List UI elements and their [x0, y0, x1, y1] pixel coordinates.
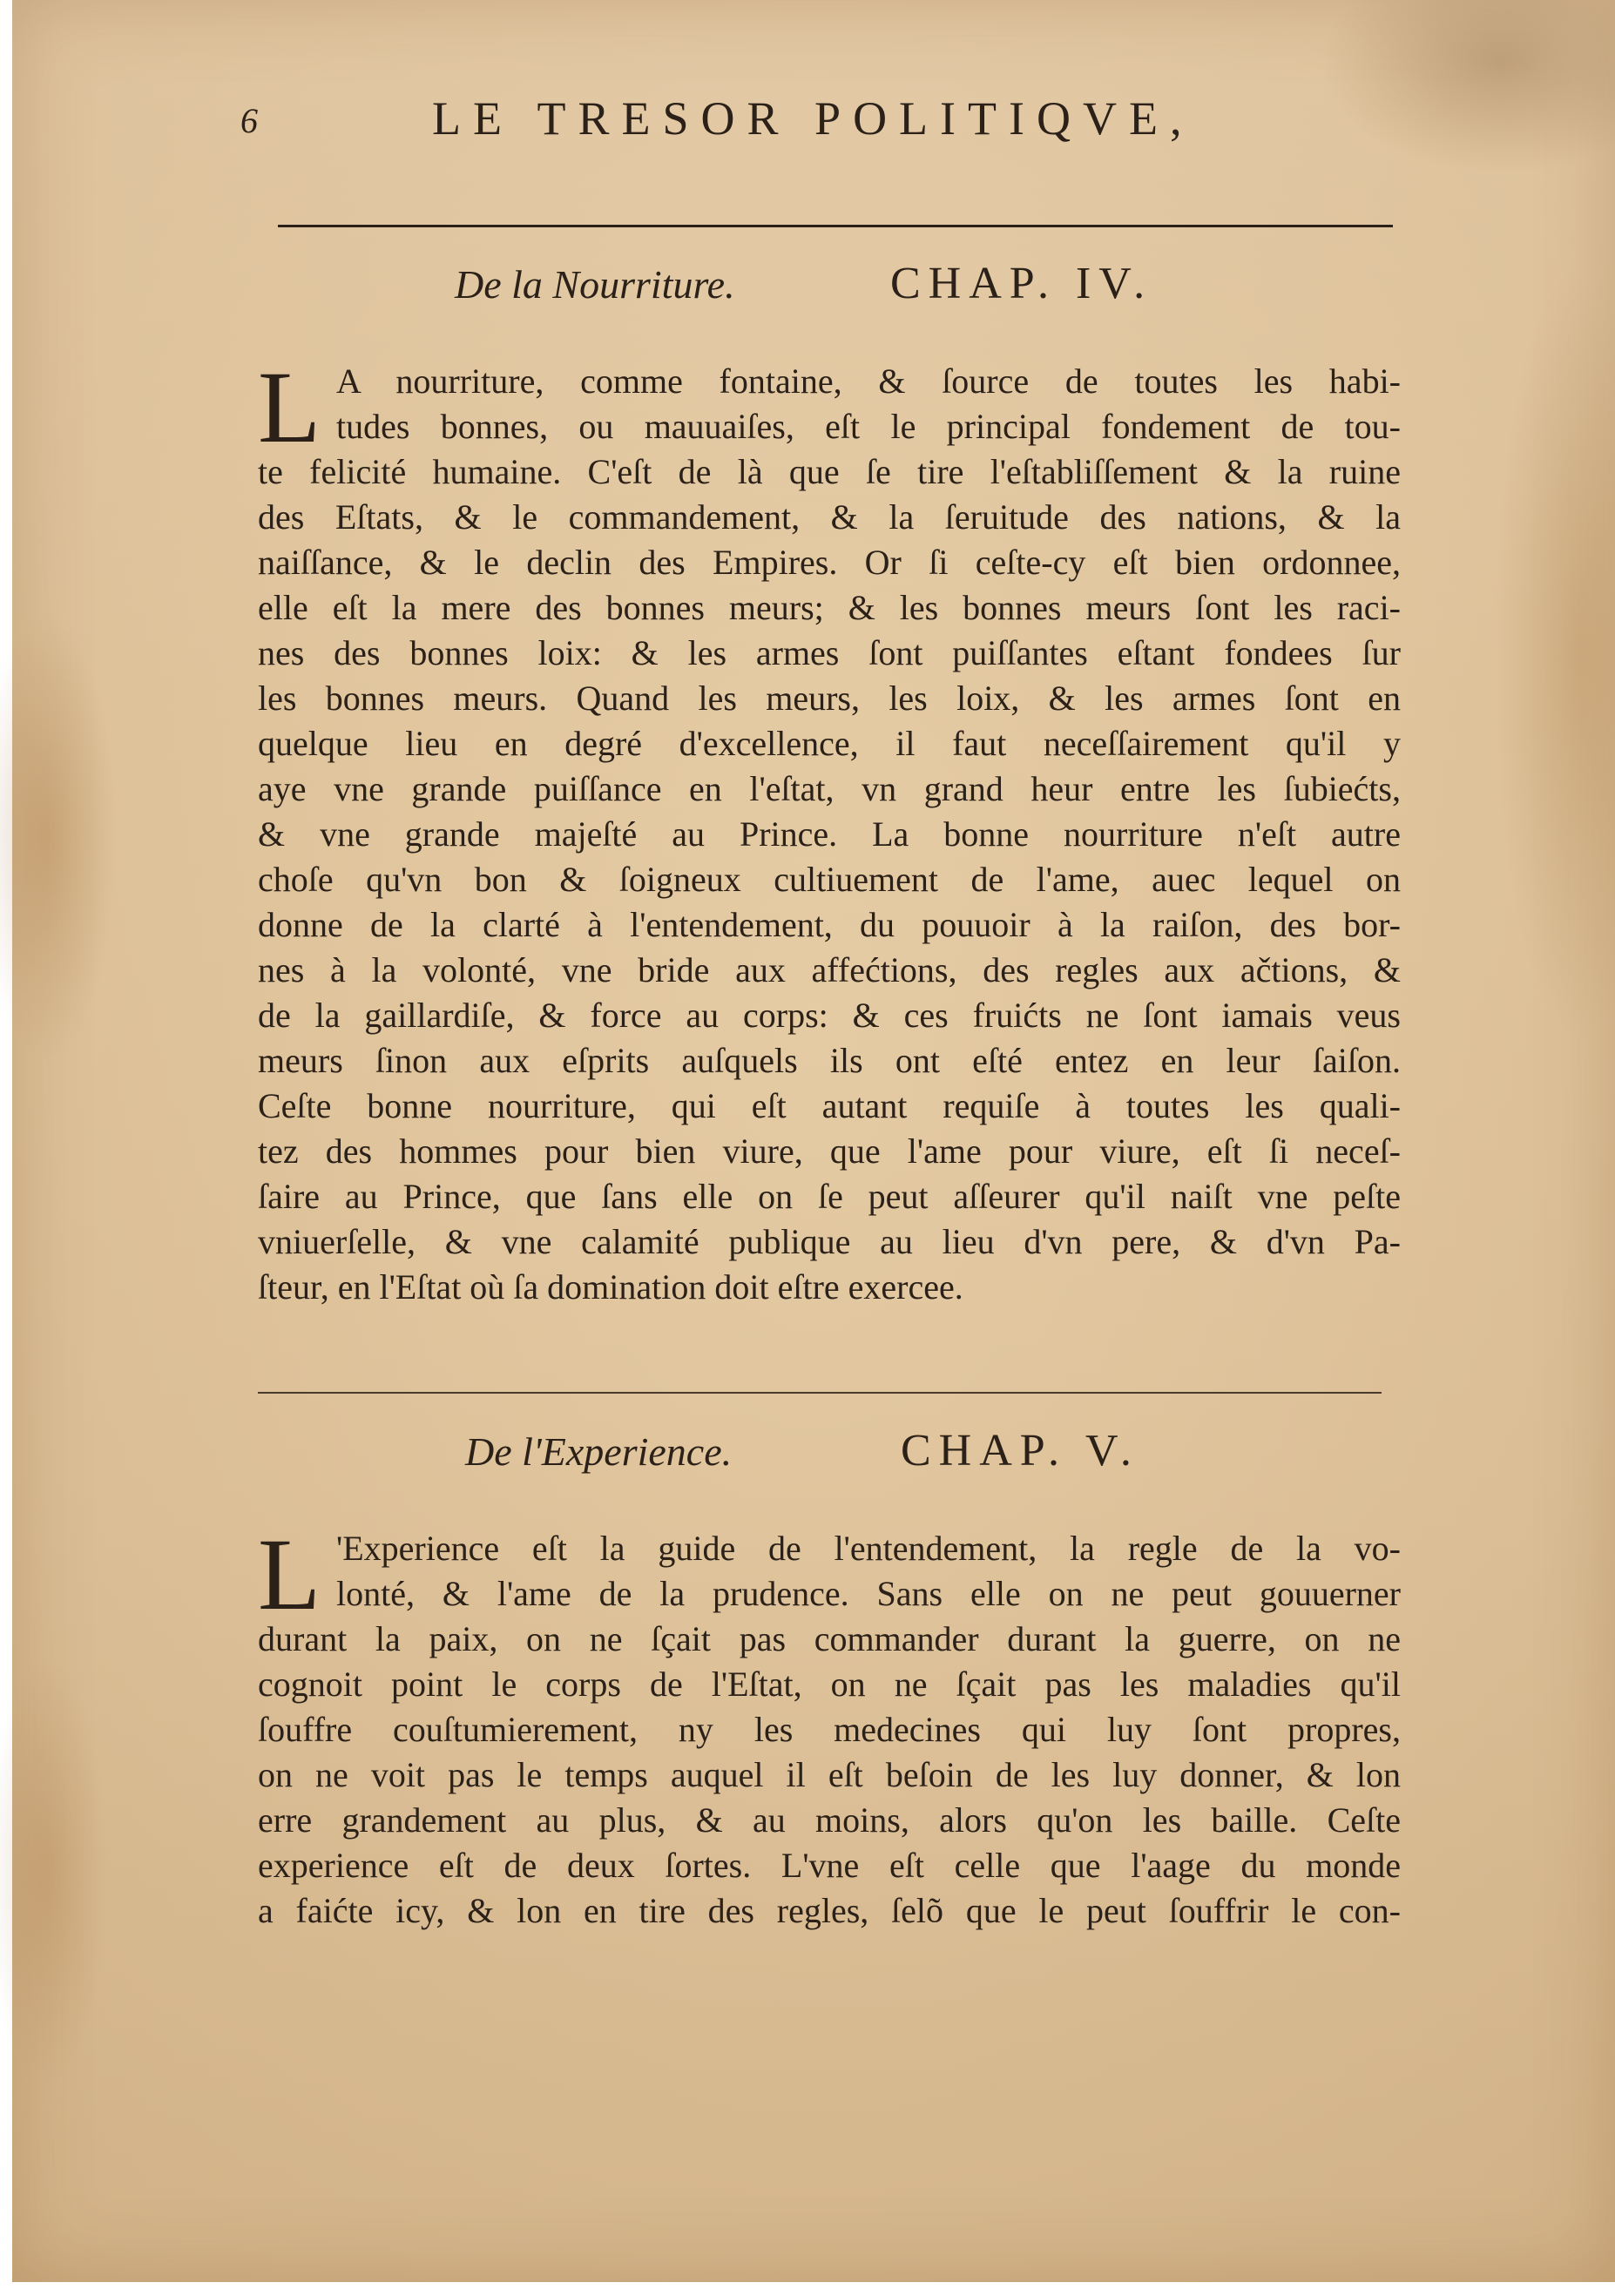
- text-line: quelque lieu en degré d'excellence, il faut neceſſairement qu'il y: [258, 724, 1401, 763]
- text-line: lonté, & l'ame de la prudence. Sans elle on ne peut gouuerner: [336, 1574, 1401, 1613]
- text-line: 'Experience eſt la guide de l'entendement, la regle de la vo-: [336, 1529, 1401, 1568]
- text-line: aye vne grande puiſſance en l'eſtat, vn grand heur entre les ſubiećts,: [258, 769, 1401, 808]
- page-number: 6: [240, 101, 258, 140]
- book-page: [12, 0, 1615, 2282]
- text-line: a faićte icy, & lon en tire des regles, ſelõ que le peut ſouffrir le con-: [258, 1891, 1401, 1930]
- chapter-heading: [455, 261, 1239, 314]
- text-line: ſouffre couſtumierement, ny les medecines qui luy ſont propres,: [258, 1710, 1401, 1749]
- paper-stain: [1493, 261, 1615, 1045]
- chapter-label: CHAP. V.: [901, 1426, 1139, 1476]
- chapter-heading: [465, 1428, 1249, 1481]
- text-line: te felicité humaine. C'eſt de là que ſe tire l'eſtabliſſement & la ruine: [258, 452, 1401, 491]
- text-line: donne de la clarté à l'entendement, du pouuoir à la raiſon, des bor-: [258, 905, 1401, 944]
- text-line: les bonnes meurs. Quand les meurs, les loix, & les armes ſont en: [258, 679, 1401, 718]
- text-line: choſe qu'vn bon & ſoigneux cultiuement de l'ame, auec lequel on: [258, 860, 1401, 899]
- text-line: on ne voit pas le temps auquel il eſt beſoin de les luy donner, & lon: [258, 1755, 1401, 1794]
- text-line: naiſſance, & le declin des Empires. Or ſi ceſte-cy eſt bien ordonnee,: [258, 543, 1401, 582]
- text-line: meurs ſinon aux eſprits auſquels ils ont eſté entez en leur ſaiſon.: [258, 1041, 1401, 1080]
- drop-cap: L: [258, 1517, 321, 1631]
- text-line: nes à la volonté, vne bride aux affećtions, des regles aux ačtions, &: [258, 950, 1401, 989]
- section-divider: [258, 1392, 1382, 1394]
- paper-stain: [0, 1655, 108, 2090]
- header-rule: [278, 225, 1393, 227]
- chapter-body: [258, 350, 1401, 1310]
- text-line: ſaire au Prince, que ſans elle on ſe peut aſſeurer qu'il naiſt vne peſte: [258, 1177, 1401, 1216]
- text-line: vniuerſelle, & vne calamité publique au lieu d'vn pere, & d'vn Pa-: [258, 1222, 1401, 1261]
- text-line: elle eſt la mere des bonnes meurs; & les bonnes meurs ſont les raci-: [258, 588, 1401, 627]
- chapter-title: De la Nourriture.: [455, 262, 735, 307]
- chapter-label: CHAP. IV.: [890, 259, 1153, 308]
- text-line: A nourriture, comme fontaine, & ſource de toutes les habi-: [336, 361, 1401, 401]
- paper-stain: [1319, 0, 1615, 174]
- text-line: durant la paix, on ne ſçait pas commander durant la guerre, on ne: [258, 1619, 1401, 1658]
- running-head: [240, 91, 1286, 152]
- text-line: & vne grande majeſté au Prince. La bonne nourriture n'eſt autre: [258, 814, 1401, 854]
- text-line: des Eſtats, & le commandement, & la ſeruitude des nations, & la: [258, 497, 1401, 537]
- chapter-body: [258, 1517, 1401, 1934]
- text-line: erre grandement au plus, & au moins, alors qu'on les baille. Ceſte: [258, 1800, 1401, 1840]
- text-line: ſteur, en l'Eſtat où ſa domination doit eſtre exercee.: [258, 1267, 963, 1307]
- paper-stain: [0, 610, 117, 1063]
- text-line: nes des bonnes loix: & les armes ſont puiſſantes eſtant fondees ſur: [258, 633, 1401, 672]
- text-line: cognoit point le corps de l'Eſtat, on ne ſçait pas les maladies qu'il: [258, 1665, 1401, 1704]
- text-line: experience eſt de deux ſortes. L'vne eſt celle que l'aage du monde: [258, 1846, 1401, 1885]
- text-line: Ceſte bonne nourriture, qui eſt autant requiſe à toutes les quali-: [258, 1086, 1401, 1125]
- drop-cap: L: [258, 350, 321, 464]
- text-line: tez des hommes pour bien viure, que l'ame pour viure, eſt ſi neceſ-: [258, 1131, 1401, 1171]
- chapter-title: De l'Experience.: [465, 1429, 733, 1474]
- text-line: tudes bonnes, ou mauuaiſes, eſt le principal fondement de tou-: [336, 407, 1401, 446]
- running-title: LE TRESOR POLITIQVE,: [432, 92, 1194, 145]
- text-line: de la gaillardiſe, & force au corps: & ces fruićts ne ſont iamais veus: [258, 996, 1401, 1035]
